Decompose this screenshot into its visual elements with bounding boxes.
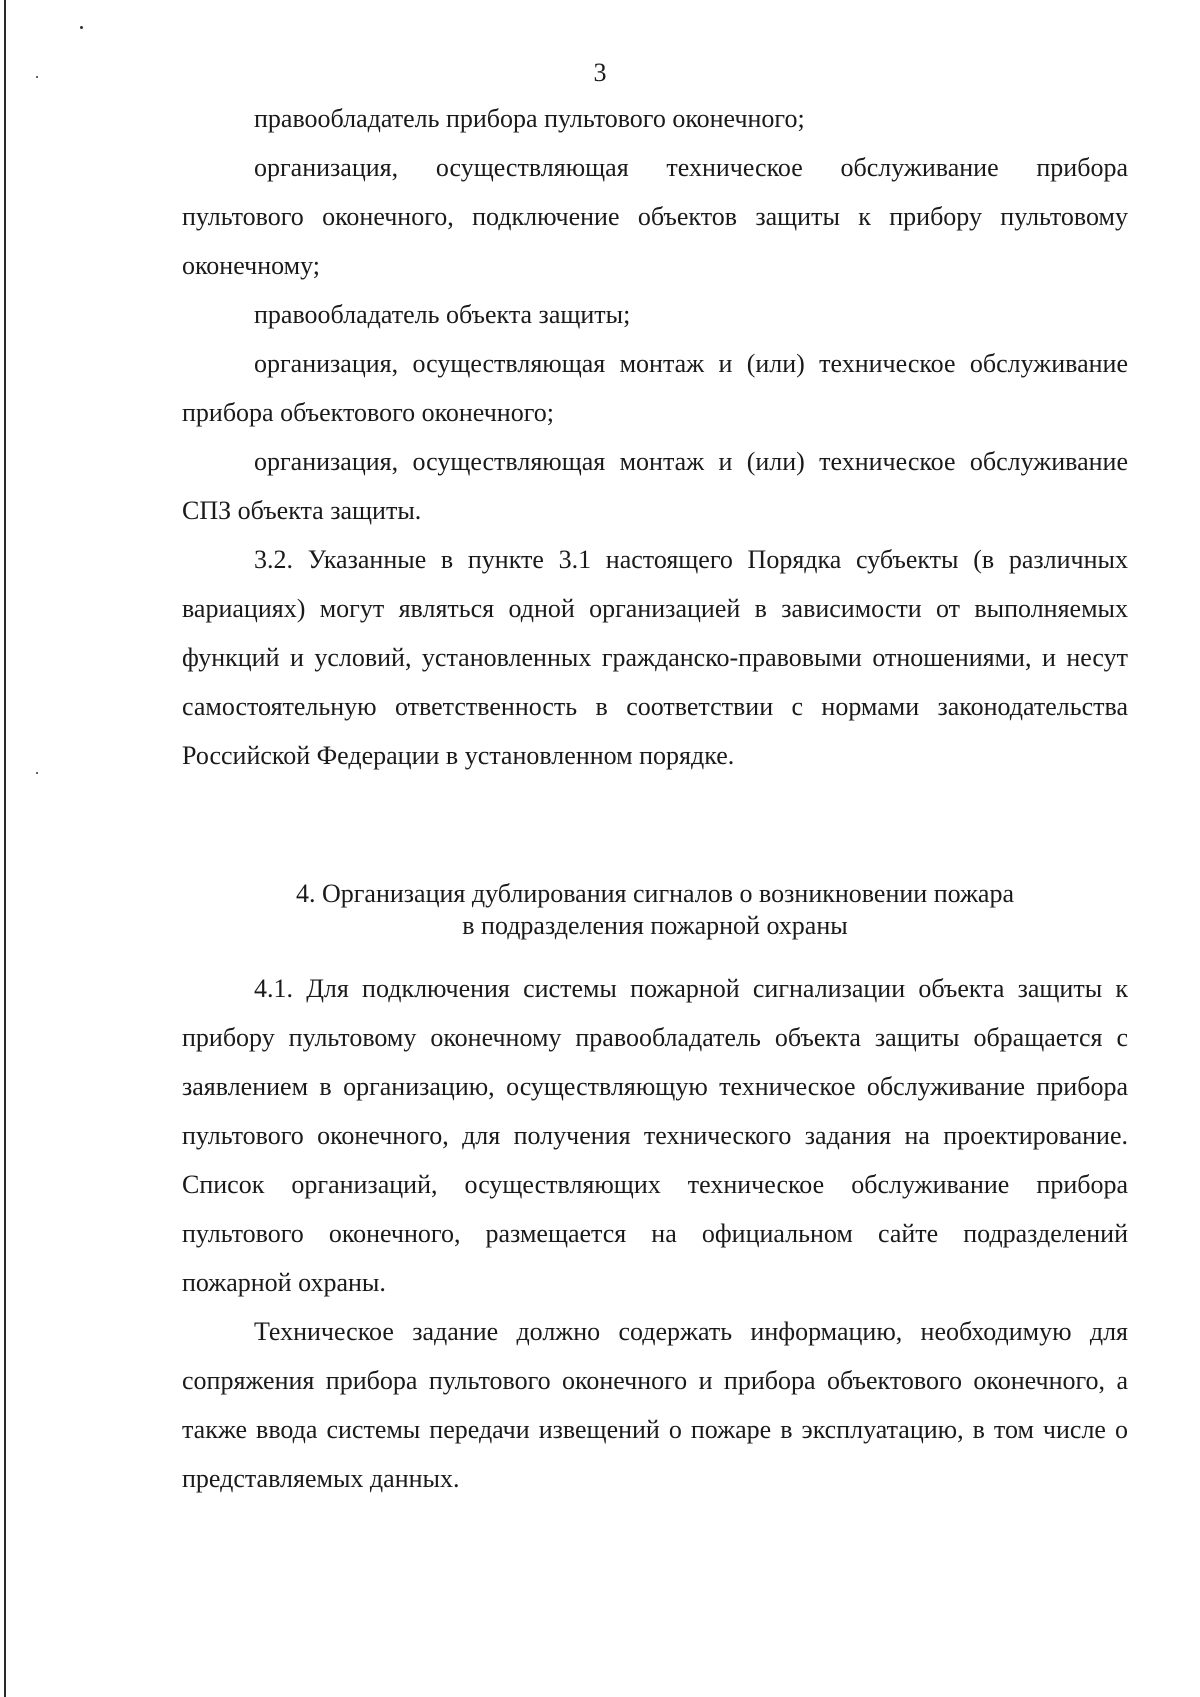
- section-4-body: [182, 964, 1128, 1503]
- scan-edge-line: [4, 0, 6, 1697]
- page-number: 3: [593, 58, 607, 87]
- list-item: организация, осуществляющая техническое обслуживание прибора пультового оконечного, подключение объектов защиты к прибору пультовому оконечному;: [182, 153, 1128, 280]
- list-item: правообладатель объекта защиты;: [254, 300, 631, 329]
- list-item: правообладатель прибора пультового оконечного;: [254, 104, 805, 133]
- scan-speck: [80, 26, 83, 29]
- list-item: организация, осуществляющая монтаж и (или) техническое обслуживание СПЗ объекта защиты.: [182, 447, 1128, 525]
- list-item: организация, осуществляющая монтаж и (или) техническое обслуживание прибора объектового оконечного;: [182, 349, 1128, 427]
- paragraph-4-1: 4.1. Для подключения системы пожарной сигнализации объекта защиты к прибору пультовому оконечному правообладатель объекта защиты обращается с заявлением в организацию, осуществляющую техническое обслуживание прибора пультового оконечного, для получения технического задания на проектирование. Список организаций, осуществляющих техническое обслуживание прибора пультового оконечного, размещается на официальном сайте подразделений пожарной охраны.: [182, 974, 1128, 1297]
- paragraph-3-2: 3.2. Указанные в пункте 3.1 настоящего Порядка субъекты (в различных вариациях) могут являться одной организацией в зависимости от выполняемых функций и условий, установленных гражданско-правовыми отношениями, и несут самостоятельную ответственность в соответствии с нормами законодательства Российской Федерации в установленном порядке.: [182, 545, 1128, 770]
- scan-speck: [36, 772, 38, 774]
- section-4-heading: [182, 878, 1128, 942]
- section-3-continuation: [182, 94, 1128, 780]
- heading-line: 4. Организация дублирования сигналов о возникновении пожара: [295, 879, 1015, 908]
- heading-line: в подразделения пожарной охраны: [462, 911, 848, 940]
- paragraph-technical-task: Техническое задание должно содержать информацию, необходимую для сопряжения прибора пультового оконечного и прибора объектового оконечного, а также ввода системы передачи извещений о пожаре в эксплуатацию, в том числе о представляемых данных.: [182, 1317, 1128, 1493]
